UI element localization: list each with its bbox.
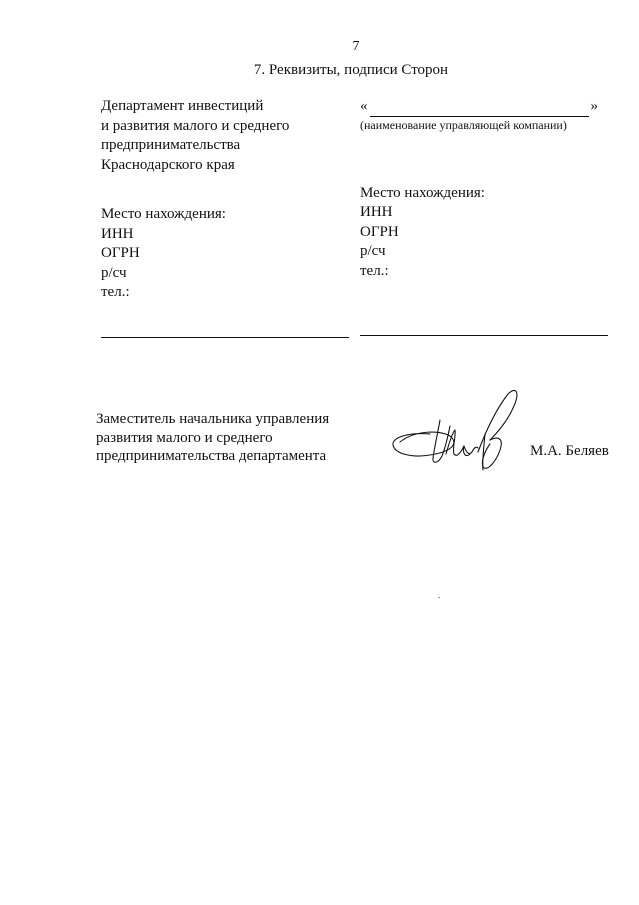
signer-name: М.А. Беляев bbox=[530, 443, 609, 459]
left-party-block bbox=[101, 97, 289, 303]
left-party-name-line: Департамент инвестиций bbox=[101, 98, 264, 114]
left-inn-label: ИНН bbox=[101, 225, 134, 242]
company-name-field bbox=[360, 97, 598, 117]
right-address-label: Место нахождения: bbox=[360, 184, 485, 201]
page-number: 7 bbox=[352, 39, 360, 54]
signer-title-line: развития малого и среднего bbox=[96, 429, 273, 446]
quote-close: » bbox=[590, 98, 598, 114]
left-party-name-line: Краснодарского края bbox=[101, 156, 235, 173]
right-phone-label: тел.: bbox=[360, 262, 389, 279]
company-name-caption: (наименование управляющей компании) bbox=[360, 117, 567, 132]
right-inn-label: ИНН bbox=[360, 204, 393, 220]
handwritten-signature bbox=[390, 382, 530, 482]
signer-title bbox=[96, 410, 329, 466]
scan-artifact bbox=[438, 597, 440, 598]
signer-title-line: Заместитель начальника управления bbox=[96, 411, 330, 427]
signer-title-line: предпринимательства департамента bbox=[96, 448, 327, 464]
left-party-name-line: предпринимательства bbox=[101, 137, 241, 153]
section-title: 7. Реквизиты, подписи Сторон bbox=[253, 62, 449, 78]
right-ogrn-label: ОГРН bbox=[360, 223, 399, 240]
right-party-block bbox=[360, 97, 598, 281]
right-signature-line bbox=[360, 335, 608, 336]
left-address-label: Место нахождения: bbox=[101, 206, 226, 222]
company-name-blank bbox=[370, 102, 589, 117]
left-signature-line bbox=[101, 337, 349, 338]
left-party-name-line: и развития малого и среднего bbox=[101, 117, 290, 134]
right-account-label: р/сч bbox=[360, 243, 386, 259]
quote-open: « bbox=[360, 98, 368, 114]
left-phone-label: тел.: bbox=[101, 284, 130, 300]
left-ogrn-label: ОГРН bbox=[101, 245, 140, 261]
left-account-label: р/сч bbox=[101, 264, 127, 281]
